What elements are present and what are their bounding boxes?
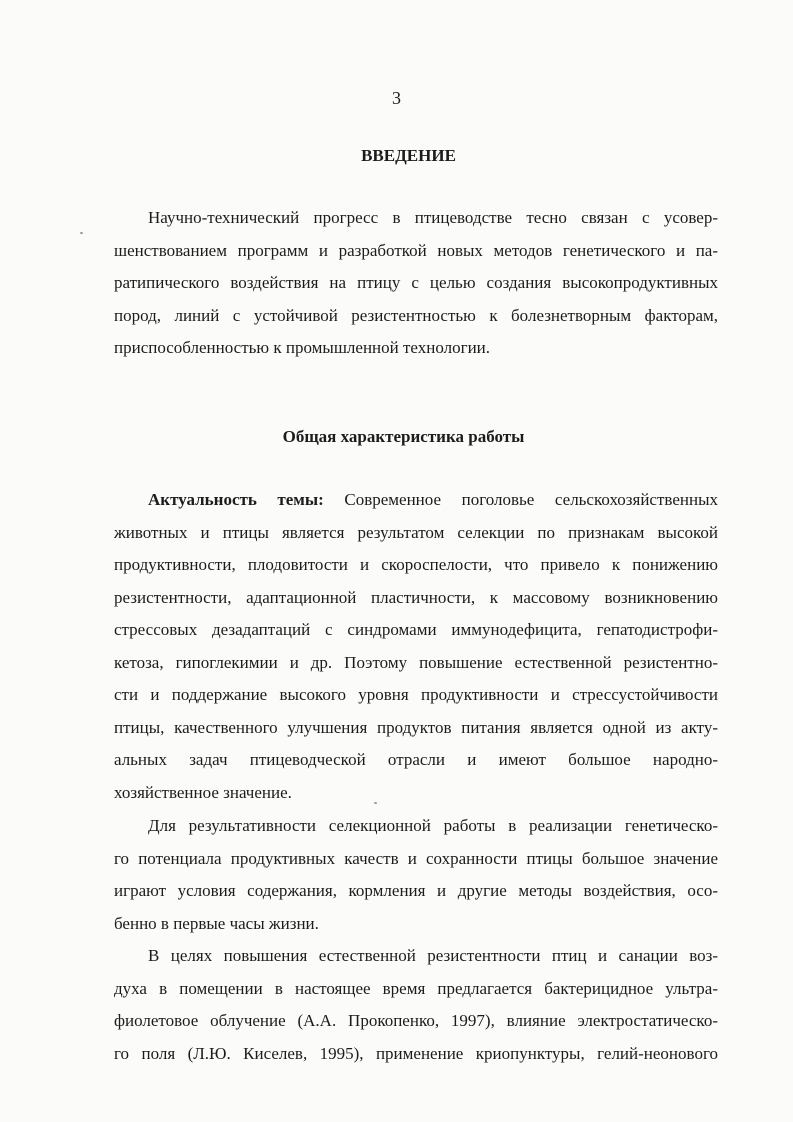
text-line: Для результативности селекционной работы в реализации генетическо- xyxy=(148,816,718,835)
selection-paragraph xyxy=(114,810,718,940)
text-line: пород, линий с устойчивой резистентностью к болезнетворным факторам, xyxy=(114,305,718,325)
text-line: ратипического воздействия на птицу с целью создания высокопродуктивных xyxy=(114,273,718,292)
text-line: шенствованием программ и разработкой новых методов генетического и па- xyxy=(114,240,718,260)
text-line: животных и птицы является результатом селекции по признакам высокой xyxy=(114,522,718,542)
text-line: фиолетовое облучение (А.А. Прокопенко, 1997), влияние электростатическо- xyxy=(114,1011,718,1030)
text-line: хозяйственное значение. xyxy=(114,782,292,802)
relevance-label: Актуальность темы: xyxy=(148,490,324,509)
scan-speck xyxy=(80,232,83,234)
general-heading: Общая характеристика работы xyxy=(282,427,525,446)
text-line: стрессовых дезадаптаций с синдромами иммунодефицита, гепатодистрофи- xyxy=(114,620,718,639)
resistance-paragraph xyxy=(114,940,718,1070)
text-line: сти и поддержание высокого уровня продуктивности и стрессустойчивости xyxy=(114,685,718,704)
text-line: резистентности, адаптационной пластичности, к массовому возникновению xyxy=(114,587,718,607)
intro-heading: ВВЕДЕНИЕ xyxy=(361,146,456,165)
intro-paragraph xyxy=(114,202,718,365)
text-line: кетоза, гипоглекимии и др. Поэтому повышение естественной резистентно- xyxy=(114,652,718,672)
text-line: птицы, качественного улучшения продуктов питания является одной из акту- xyxy=(114,717,718,737)
text-line: приспособленностью к промышленной технологии. xyxy=(114,338,491,357)
text-line: го потенциала продуктивных качеств и сохранности птицы большое значение xyxy=(114,848,718,868)
text-line: альных задач птицеводческой отрасли и имеют большое народно- xyxy=(114,750,718,769)
relevance-paragraph xyxy=(114,484,718,809)
text-line: Научно-технический прогресс в птицеводстве тесно связан с усовер- xyxy=(148,208,718,227)
text-line: В целях повышения естественной резистентности птиц и санации воз- xyxy=(148,946,718,965)
page-number: 3 xyxy=(392,88,401,108)
text-line: играют условия содержания, кормления и другие методы воздействия, осо- xyxy=(114,881,718,900)
text-line: го поля (Л.Ю. Киселев, 1995), применение криопунктуры, гелий-неонового xyxy=(114,1043,718,1063)
text-line: продуктивности, плодовитости и скороспелости, что привело к понижению xyxy=(114,555,718,574)
relevance-first-line: Современное поголовье сельскохозяйственных xyxy=(344,490,718,509)
text-line xyxy=(114,484,718,517)
scan-speck xyxy=(374,802,377,804)
text-line: духа в помещении в настоящее время предлагается бактерицидное ультра- xyxy=(114,978,718,998)
text-line: бенно в первые часы жизни. xyxy=(114,913,319,933)
